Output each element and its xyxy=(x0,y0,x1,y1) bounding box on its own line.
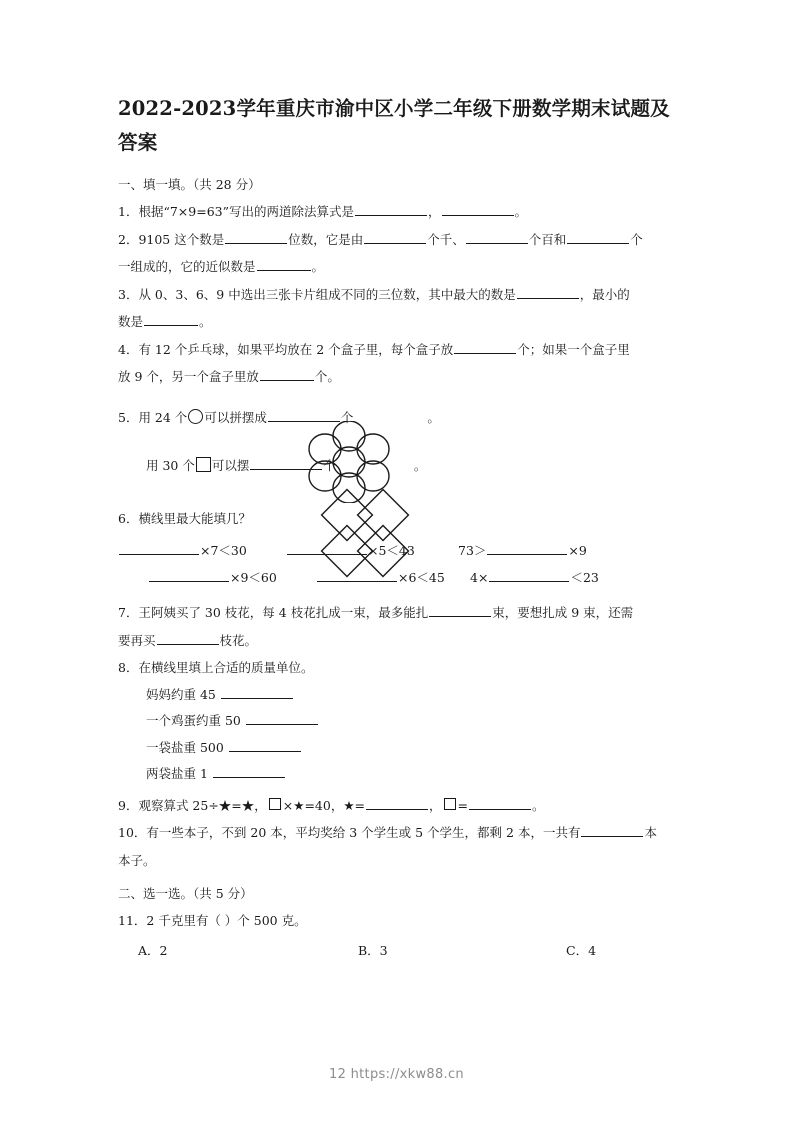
question-8-item-3 xyxy=(146,735,680,762)
question-2-text-e: 个 xyxy=(630,231,643,247)
answer-blank[interactable] xyxy=(567,231,629,244)
question-9-text-b: ×★=40，★= xyxy=(282,797,366,813)
q8-label: 妈妈约重 45 xyxy=(146,686,216,702)
question-2 xyxy=(118,227,680,254)
q6-expr: ×9＜60 xyxy=(230,570,277,585)
question-5-line2 xyxy=(146,453,680,480)
question-3-text-a: 3．从 0、3、6、9 中选出三张卡片组成不同的三位数，其中最大的数是 xyxy=(118,286,516,302)
q6-item xyxy=(148,564,277,591)
q6-expr-pre: 73＞ xyxy=(458,543,487,558)
question-8-item-1 xyxy=(146,682,680,709)
square-symbol-icon xyxy=(444,798,456,810)
question-10 xyxy=(118,820,680,847)
question-2-line2 xyxy=(118,254,680,281)
answer-blank[interactable] xyxy=(429,604,491,617)
question-10-text-b: 本 xyxy=(644,825,657,840)
question-4 xyxy=(118,337,680,364)
answer-blank[interactable] xyxy=(144,313,198,326)
answer-blank[interactable] xyxy=(487,542,567,555)
q8-label: 一个鸡蛋约重 50 xyxy=(146,713,241,728)
question-2-text-a: 2．9105 这个数是 xyxy=(118,231,225,247)
question-10-text-a: 10．有一些本子，不到 20 本，平均奖给 3 个学生或 5 个学生，都剩 2 本，一共有 xyxy=(118,825,581,840)
option-c[interactable]: C．4 xyxy=(566,942,597,958)
answer-blank[interactable] xyxy=(489,569,569,582)
question-5-text-a: 5．用 24 个 xyxy=(118,409,188,425)
question-1-sep: ， xyxy=(428,204,441,219)
question-5-text-f: 可以摆 xyxy=(211,458,250,473)
question-5-text-c: 个 xyxy=(340,409,354,425)
question-2-text-c: 个千、 xyxy=(427,231,465,247)
answer-blank[interactable] xyxy=(517,286,579,299)
question-5-text-d: 。 xyxy=(427,409,440,425)
q6-item xyxy=(470,564,599,591)
question-8-item-2 xyxy=(146,708,680,735)
q6-expr-pre: 4× xyxy=(470,570,489,585)
question-4-line2 xyxy=(118,364,680,391)
question-4-text-c: 放 9 个，另一个盒子里放 xyxy=(118,369,259,384)
q6-expr: ×7＜30 xyxy=(200,543,247,558)
question-2-text-f: 一组成的，它的近似数是 xyxy=(118,259,256,274)
question-4-text-b: 个；如果一个盒子里 xyxy=(517,341,630,357)
answer-blank[interactable] xyxy=(355,203,427,216)
question-11 xyxy=(118,908,680,935)
q6-item xyxy=(458,537,587,564)
question-8-item-4 xyxy=(146,761,680,788)
square-symbol-icon xyxy=(269,798,281,810)
question-11-options xyxy=(118,937,680,964)
answer-blank[interactable] xyxy=(225,231,287,244)
question-10-line2 xyxy=(118,848,680,875)
question-9-text-e: 。 xyxy=(532,797,545,813)
question-1-text: 1．根据“7×9=63”写出的两道除法算式是 xyxy=(118,204,354,219)
answer-blank[interactable] xyxy=(454,341,516,354)
q6-expr: ×5＜43 xyxy=(368,543,415,558)
question-2-text-b: 位数，它是由 xyxy=(288,231,364,247)
question-5 xyxy=(118,405,680,432)
question-2-text-d: 个百和 xyxy=(528,231,567,247)
question-7 xyxy=(118,600,680,627)
question-9 xyxy=(118,793,680,820)
q8-label: 两袋盐重 1 xyxy=(146,766,208,781)
answer-blank[interactable] xyxy=(149,569,229,582)
q6-item xyxy=(118,537,247,564)
question-3-line2 xyxy=(118,309,680,336)
answer-blank[interactable] xyxy=(246,712,318,725)
question-3-text-d: 。 xyxy=(199,314,212,329)
answer-blank[interactable] xyxy=(119,542,199,555)
question-3-text-b: ，最小的 xyxy=(579,286,630,302)
question-10-text-c: 本子。 xyxy=(118,852,156,868)
answer-blank[interactable] xyxy=(260,368,314,381)
option-b[interactable]: B．3 xyxy=(358,942,388,958)
question-9-text-d: = xyxy=(457,797,469,813)
answer-blank[interactable] xyxy=(581,824,643,837)
section-heading-choice: 二、选一选。（共 5 分） xyxy=(118,886,253,901)
question-5-text-h: 。 xyxy=(413,458,427,473)
question-1-end: 。 xyxy=(514,204,528,219)
page-footer-watermark: 12 https://xkw88.cn xyxy=(329,1067,464,1082)
answer-blank[interactable] xyxy=(213,765,285,778)
answer-blank[interactable] xyxy=(466,231,528,244)
answer-blank[interactable] xyxy=(366,797,428,810)
answer-blank[interactable] xyxy=(469,797,531,810)
question-1 xyxy=(118,199,680,226)
answer-blank[interactable] xyxy=(157,632,219,645)
question-5-text-g: 个 xyxy=(323,458,336,473)
question-7-text-c: 要再买 xyxy=(118,632,156,648)
question-9-text-a: 9．观察算式 25÷★=★， xyxy=(118,797,267,813)
q6-expr: ×6＜45 xyxy=(398,570,445,585)
question-4-text-a: 4．有 12 个乒乓球，如果平均放在 2 个盒子里，每个盒子放 xyxy=(118,341,454,357)
option-a[interactable]: A．2 xyxy=(138,942,168,958)
answer-blank[interactable] xyxy=(221,686,293,699)
question-5-text-e: 用 30 个 xyxy=(146,458,195,473)
q6-expr: ＜23 xyxy=(570,570,599,585)
page-title: 2022-2023学年重庆市渝中区小学二年级下册数学期末试题及答案 xyxy=(118,97,670,154)
section-heading-fill-in: 一、填一填。（共 28 分） xyxy=(118,177,261,192)
question-5-text-b: 可以拼摆成 xyxy=(204,409,267,425)
question-6-prompt: 6．横线里最大能填几？ xyxy=(118,510,251,526)
answer-blank[interactable] xyxy=(257,258,311,271)
question-4-text-d: 个。 xyxy=(314,369,340,384)
question-7-text-d: 枝花。 xyxy=(219,632,258,648)
answer-blank[interactable] xyxy=(268,409,340,422)
answer-blank[interactable] xyxy=(364,231,426,244)
question-7-text-b: 束，要想扎成 9 束，还需 xyxy=(492,605,634,620)
question-11-prompt: 11．2 千克里有（ ）个 500 克。 xyxy=(118,913,307,928)
question-8-prompt: 8．在横线里填上合适的质量单位。 xyxy=(118,660,314,675)
question-7-line2 xyxy=(118,628,680,655)
question-3 xyxy=(118,282,680,309)
question-2-text-g: 。 xyxy=(311,259,325,274)
q8-label: 一袋盐重 500 xyxy=(146,739,224,755)
square-shape-icon xyxy=(196,457,211,472)
question-3-text-c: 数是 xyxy=(118,314,144,329)
answer-blank[interactable] xyxy=(442,203,514,216)
q6-expr: ×9 xyxy=(568,543,587,558)
question-8 xyxy=(118,655,680,682)
question-7-text-a: 7．王阿姨买了 30 枝花，每 4 枝花扎成一束，最多能扎 xyxy=(118,605,429,620)
diamond-squares-figure xyxy=(313,481,417,589)
circle-shape-icon xyxy=(188,409,203,424)
answer-blank[interactable] xyxy=(229,739,301,752)
question-9-text-c: ， xyxy=(429,797,442,813)
